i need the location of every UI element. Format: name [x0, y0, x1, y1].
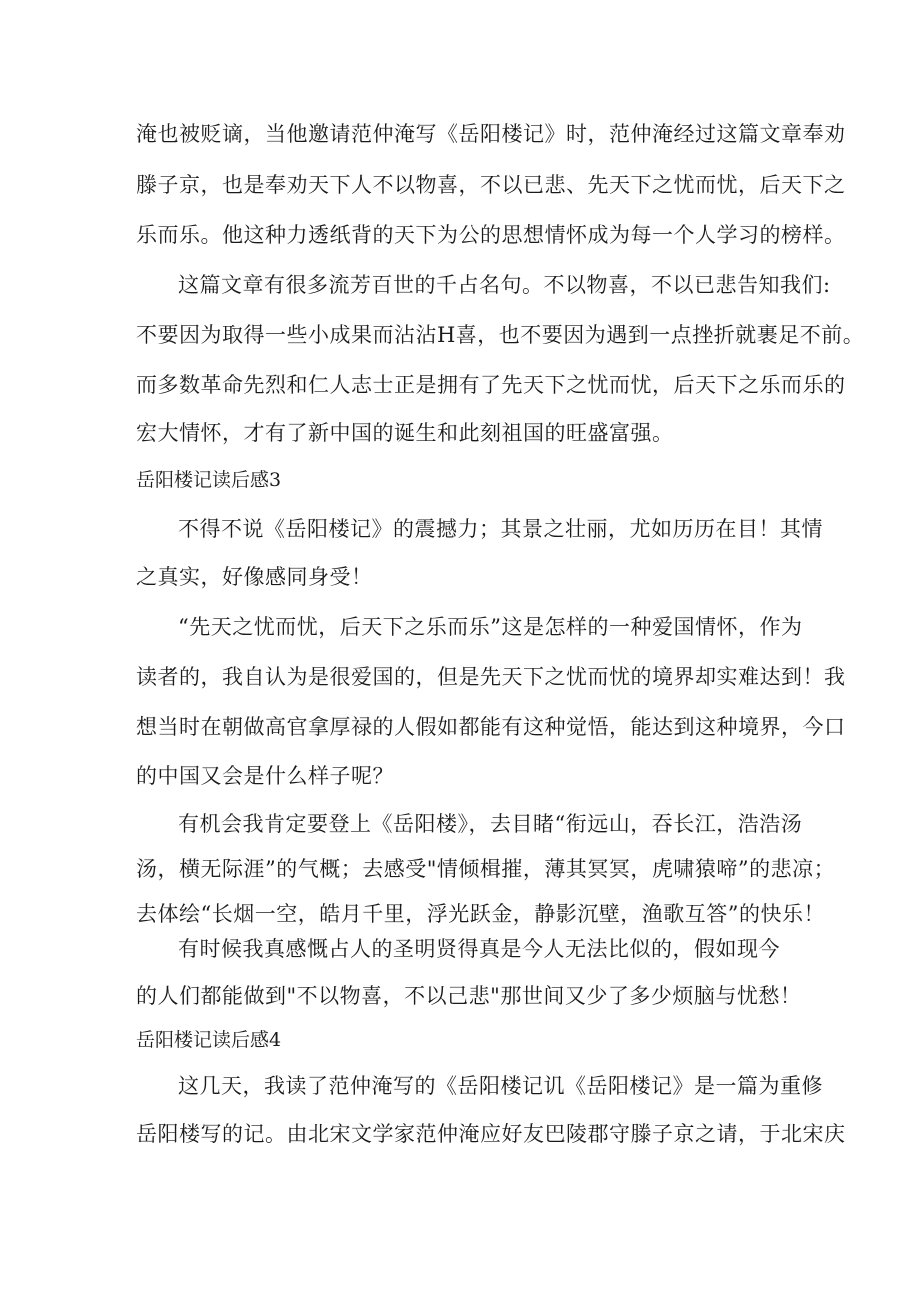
section-heading: 岳阳楼记读后感4 [136, 1029, 282, 1051]
paragraph-line: 有时候我真感慨占人的圣明贤得真是今人无法比似的，假如现今 [178, 937, 780, 961]
paragraph-line: 乐而乐。他这种力透纸背的天下为公的思想情怀成为每一个人学习的榜样。 [136, 223, 846, 247]
paragraph-line: 这几天，我读了范仲淹写的《岳阳楼记讥《岳阳楼记》是一篇为重修 [178, 1074, 823, 1098]
paragraph-line: 不要因为取得一些小成果而沾沾H喜，也不要因为遇到一点挫折就裹足不前。 [136, 323, 865, 347]
paragraph-line: 的中国又会是什么样子呢？ [136, 764, 394, 788]
paragraph-line: 读者的，我自认为是很爱国的，但是先天下之忧而忧的境界却实难达到！我 [136, 665, 846, 689]
paragraph-line: 而多数革命先烈和仁人志士正是拥有了先天下之忧而忧，后天下之乐而乐的 [136, 373, 846, 397]
paragraph-line: “先天之忧而忧，后天下之乐而乐”这是怎样的一种爱国情怀，作为 [178, 615, 803, 639]
paragraph-line: 不得不说《岳阳楼记》的震撼力；其景之壮丽，尤如历历在目！其情 [178, 517, 823, 541]
paragraph-line: 淹也被贬谪，当他邀请范仲淹写《岳阳楼记》时，范仲淹经过这篇文章奉劝 [136, 122, 846, 146]
paragraph-line: 想当时在朝做高官拿厚禄的人假如都能有这种觉悟，能达到这种境界，今口 [136, 715, 846, 739]
paragraph-line: 的人们都能做到"不以物喜，不以己悲"那世间又少了多少烦脑与忧愁！ [136, 984, 802, 1008]
paragraph-line: 宏大情怀，才有了新中国的诞生和此刻祖国的旺盛富强。 [136, 421, 674, 445]
paragraph-line: 汤，横无际涯”的气概；去感受"情倾楫摧，薄其冥冥，虎啸猿啼”的悲凉； [136, 857, 836, 881]
paragraph-line: 岳阳楼写的记。由北宋文学家范仲淹应好友巴陵郡守滕子京之请，于北宋庆 [136, 1122, 846, 1146]
paragraph-line: 滕子京，也是奉劝天下人不以物喜，不以已悲、先天下之忧而忧，后天下之 [136, 173, 846, 197]
paragraph-line: 有机会我肯定要登上《岳阳楼》，去目睹“衔远山，吞长江，浩浩汤 [178, 812, 803, 836]
paragraph-line: 去体绘“长烟一空，皓月千里，浮光跃金，静影沉壁，渔歌互答”的快乐！ [136, 902, 825, 926]
paragraph-line: 这篇文章有很多流芳百世的千占名句。不以物喜，不以已悲告知我们: [178, 273, 831, 297]
section-heading: 岳阳楼记读后感3 [136, 469, 282, 491]
paragraph-line: 之真实，好像感同身受！ [136, 565, 373, 589]
